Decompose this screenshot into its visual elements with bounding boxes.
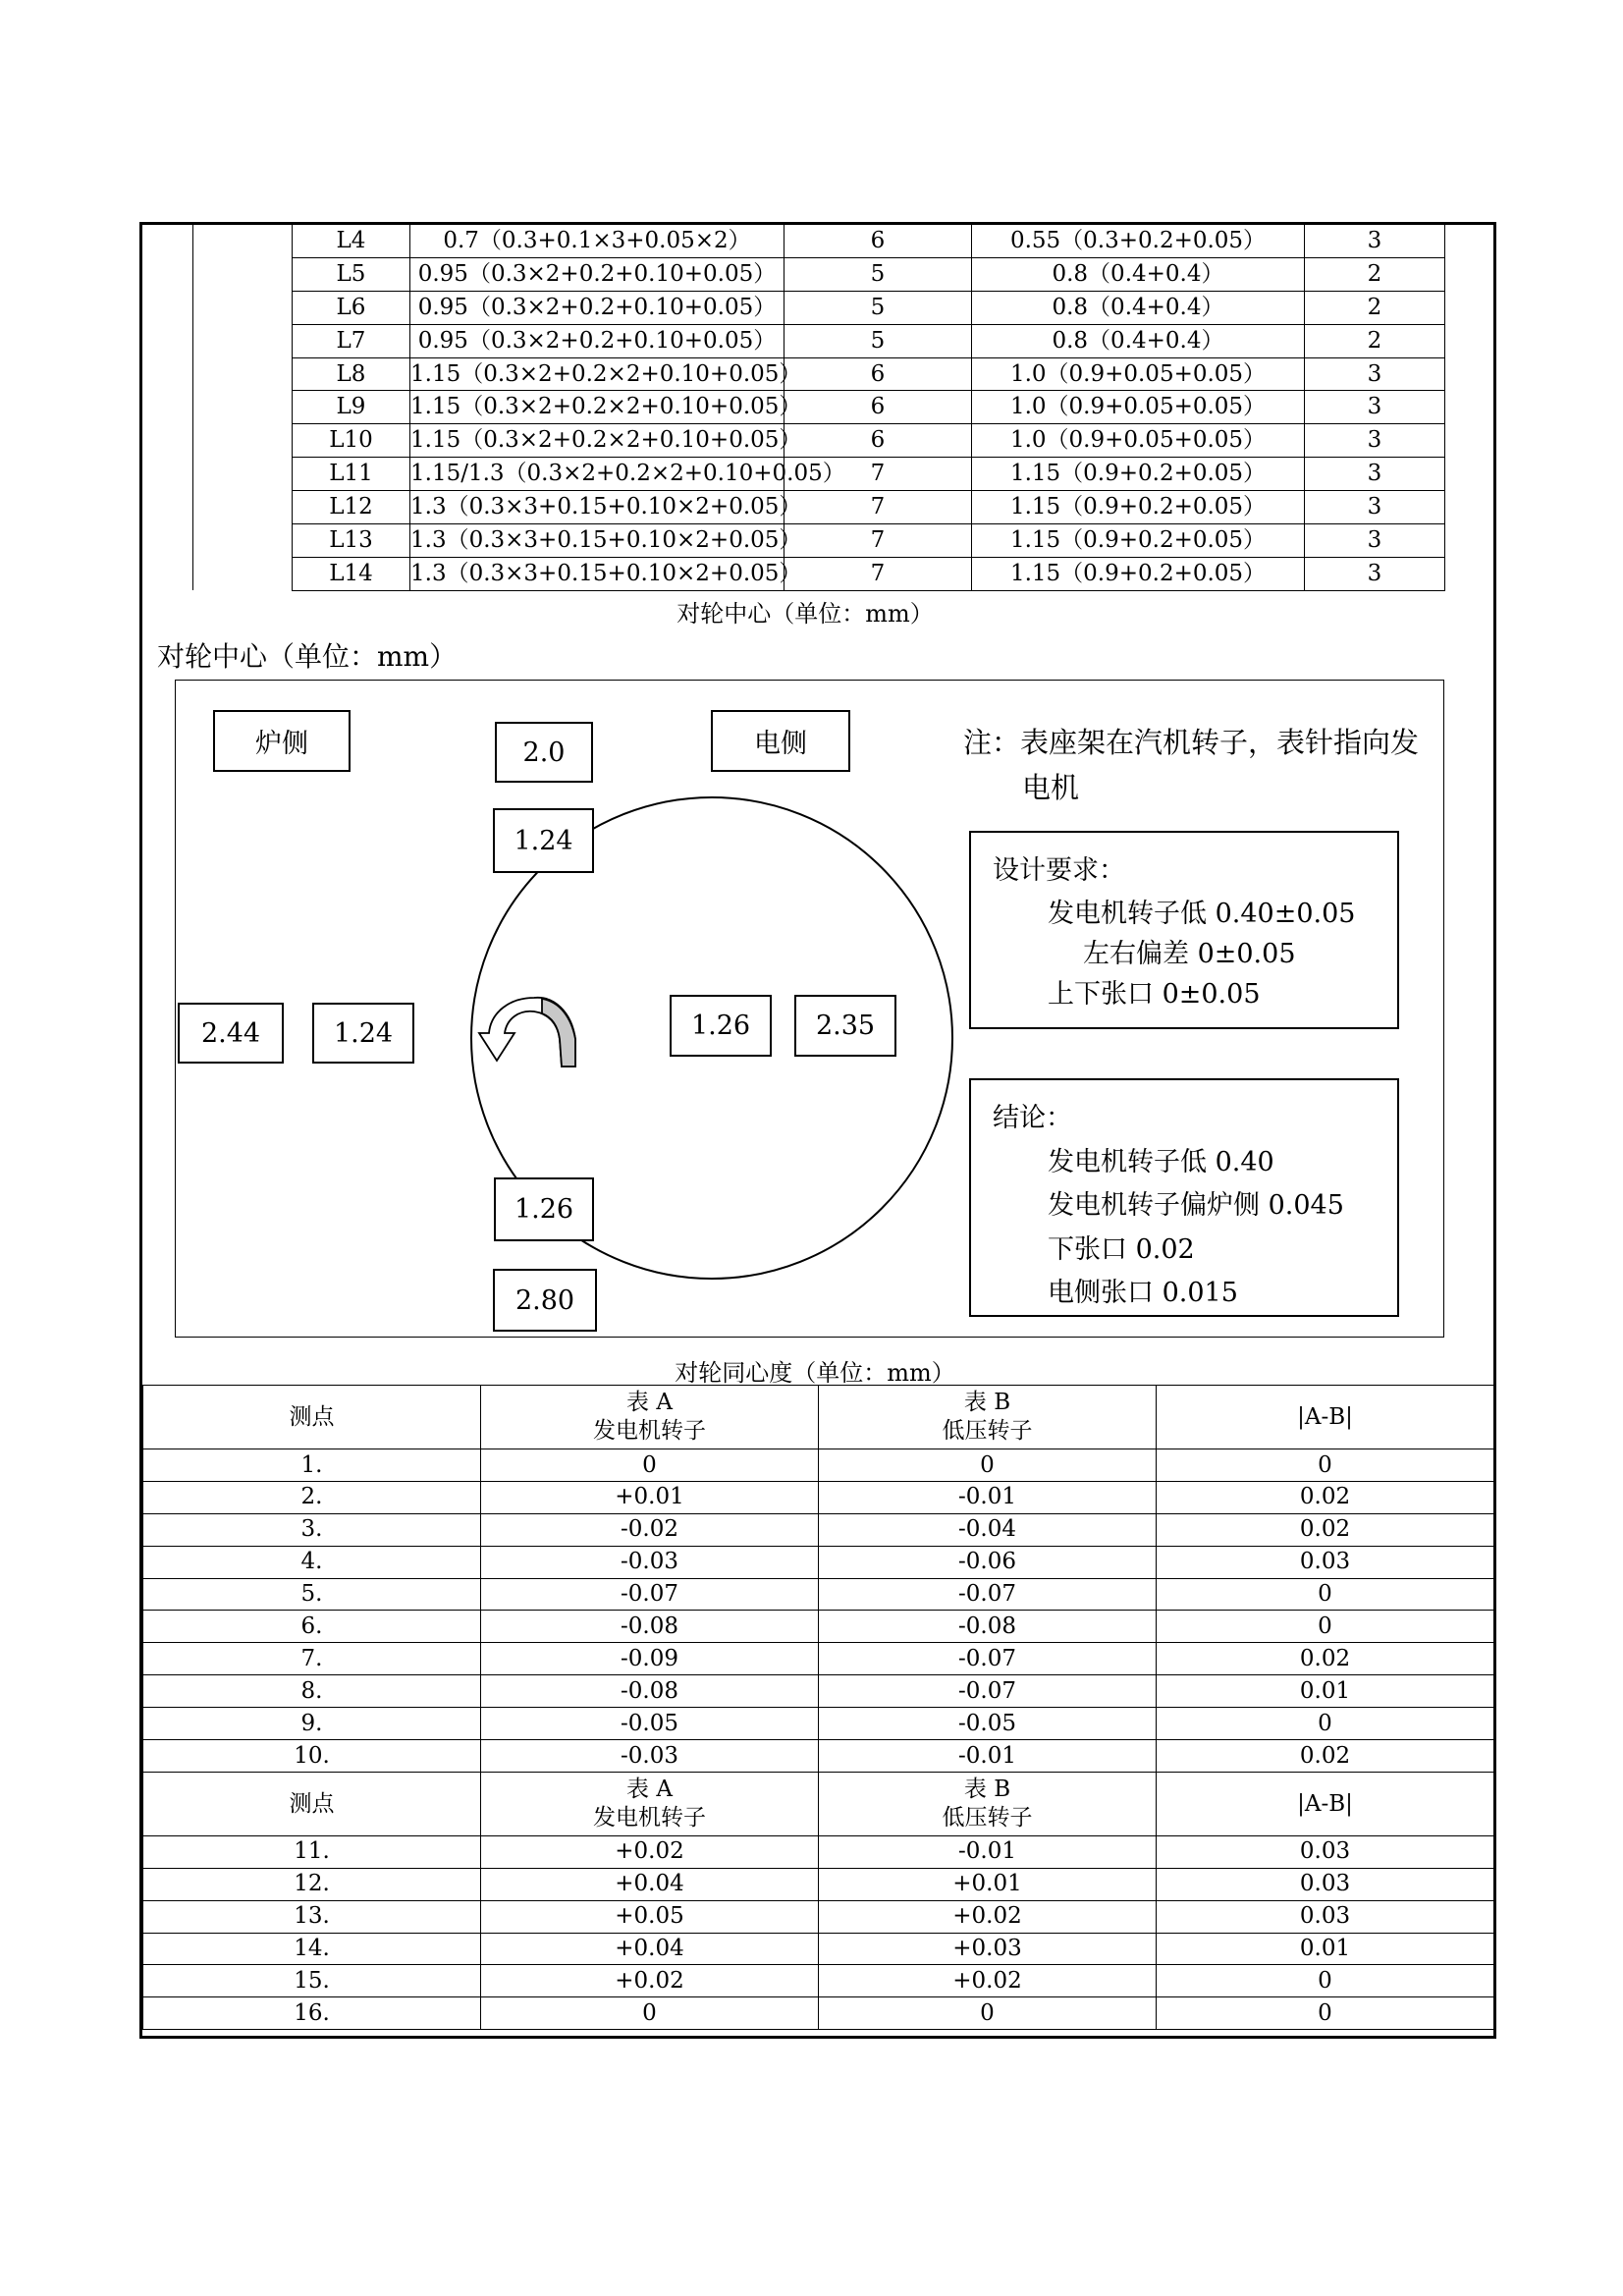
table-gutter-cell <box>193 257 293 291</box>
gauge-b-cell: -0.04 <box>819 1513 1157 1546</box>
secondary-count-cell: 2 <box>1305 291 1445 324</box>
point-cell: 2. <box>143 1481 481 1513</box>
table-row <box>193 557 1445 590</box>
top-inner-reading: 1.24 <box>493 808 594 873</box>
clearance-formula-cell: 0.95（0.3×2+0.2+0.10+0.05） <box>410 291 784 324</box>
table-row <box>143 1643 1494 1675</box>
diff-cell: 0 <box>1157 1997 1494 2030</box>
point-cell: 13. <box>143 1900 481 1933</box>
table-gutter-cell <box>193 324 293 357</box>
header-col2-line2: 发电机转子 <box>593 1418 706 1444</box>
secondary-count-cell: 3 <box>1305 557 1445 590</box>
clearance-formula-cell: 0.95（0.3×2+0.2+0.10+0.05） <box>410 257 784 291</box>
table-row <box>143 1740 1494 1773</box>
gauge-b-cell: -0.07 <box>819 1643 1157 1675</box>
table-row <box>143 1965 1494 1997</box>
table-header-row <box>143 1386 1494 1449</box>
header-col2-line1: 表 A <box>626 1777 673 1803</box>
segment-id-cell: L4 <box>293 225 410 258</box>
gauge-a-cell: +0.04 <box>481 1868 819 1900</box>
table-gutter-cell <box>193 524 293 558</box>
table-row <box>143 1900 1494 1933</box>
clearance-formula-cell: 1.3（0.3×3+0.15+0.10×2+0.05） <box>410 524 784 558</box>
header-point: 测点 <box>143 1772 481 1835</box>
segment-id-cell: L8 <box>293 357 410 391</box>
boiler-side-label: 炉侧 <box>213 710 351 772</box>
section-title: 对轮中心（单位：mm） <box>157 640 458 673</box>
point-cell: 1. <box>143 1449 481 1482</box>
secondary-formula-cell: 1.0（0.9+0.05+0.05） <box>972 357 1305 391</box>
table-row <box>193 458 1445 491</box>
point-cell: 3. <box>143 1513 481 1546</box>
table-row <box>143 1708 1494 1740</box>
table-row <box>193 391 1445 424</box>
gauge-a-cell: +0.04 <box>481 1933 819 1965</box>
secondary-count-cell: 3 <box>1305 424 1445 458</box>
secondary-count-cell: 3 <box>1305 524 1445 558</box>
conclusion-line-4: 电侧张口 0.015 <box>1048 1278 1238 1308</box>
gauge-b-cell: -0.01 <box>819 1835 1157 1868</box>
clearance-formula-cell: 1.15（0.3×2+0.2×2+0.10+0.05） <box>410 391 784 424</box>
conclusion-title: 结论： <box>993 1103 1072 1133</box>
gauge-b-cell: +0.02 <box>819 1965 1157 1997</box>
diff-cell: 0 <box>1157 1708 1494 1740</box>
clearance-count-cell: 5 <box>784 257 972 291</box>
segment-id-cell: L5 <box>293 257 410 291</box>
header-col3-line1: 表 B <box>963 1390 1011 1416</box>
table-row <box>143 1481 1494 1513</box>
point-cell: 8. <box>143 1675 481 1708</box>
secondary-count-cell: 2 <box>1305 324 1445 357</box>
secondary-formula-cell: 1.15（0.9+0.2+0.05） <box>972 458 1305 491</box>
gauge-a-cell: -0.02 <box>481 1513 819 1546</box>
secondary-formula-cell: 1.15（0.9+0.2+0.05） <box>972 491 1305 524</box>
right-inner-reading: 1.26 <box>670 995 772 1057</box>
design-line-1: 发电机转子低 0.40±0.05 <box>1048 899 1356 929</box>
table-row <box>193 291 1445 324</box>
conclusion-line-1: 发电机转子低 0.40 <box>1048 1147 1274 1177</box>
table-row <box>143 1997 1494 2030</box>
segment-id-cell: L9 <box>293 391 410 424</box>
table-row <box>193 424 1445 458</box>
diff-cell: 0.02 <box>1157 1643 1494 1675</box>
caption-alignment: 对轮中心（单位：mm） <box>676 600 934 628</box>
segment-id-cell: L10 <box>293 424 410 458</box>
table-row <box>193 324 1445 357</box>
point-cell: 10. <box>143 1740 481 1773</box>
diff-cell: 0.03 <box>1157 1900 1494 1933</box>
clearance-formula-cell: 0.7（0.3+0.1×3+0.05×2） <box>410 225 784 258</box>
generator-side-label: 电侧 <box>711 710 850 772</box>
table-gutter-cell <box>193 557 293 590</box>
secondary-formula-cell: 1.0（0.9+0.05+0.05） <box>972 424 1305 458</box>
gauge-a-cell: -0.08 <box>481 1611 819 1643</box>
diff-cell: 0.03 <box>1157 1835 1494 1868</box>
header-diff: |A-B| <box>1157 1772 1494 1835</box>
point-cell: 11. <box>143 1835 481 1868</box>
point-cell: 12. <box>143 1868 481 1900</box>
header-gauge-b <box>819 1386 1157 1449</box>
gauge-a-cell: +0.01 <box>481 1481 819 1513</box>
note-line-2: 电机 <box>1022 771 1080 804</box>
point-cell: 6. <box>143 1611 481 1643</box>
clearance-count-cell: 6 <box>784 357 972 391</box>
table-gutter-cell <box>193 225 293 258</box>
header-diff: |A-B| <box>1157 1386 1494 1449</box>
gauge-a-cell: +0.02 <box>481 1835 819 1868</box>
gauge-a-cell: -0.09 <box>481 1643 819 1675</box>
bottom-outer-reading: 2.80 <box>493 1269 597 1332</box>
diff-cell: 0 <box>1157 1578 1494 1611</box>
point-cell: 15. <box>143 1965 481 1997</box>
clearance-count-cell: 6 <box>784 391 972 424</box>
table-row <box>143 1675 1494 1708</box>
header-gauge-b <box>819 1772 1157 1835</box>
secondary-count-cell: 3 <box>1305 458 1445 491</box>
left-outer-reading: 2.44 <box>178 1003 284 1064</box>
clearance-formula-cell: 1.15（0.3×2+0.2×2+0.10+0.05） <box>410 357 784 391</box>
gauge-b-cell: -0.05 <box>819 1708 1157 1740</box>
diff-cell: 0.02 <box>1157 1740 1494 1773</box>
table-row <box>143 1868 1494 1900</box>
table-row <box>193 257 1445 291</box>
secondary-count-cell: 3 <box>1305 391 1445 424</box>
secondary-formula-cell: 1.15（0.9+0.2+0.05） <box>972 524 1305 558</box>
clearance-count-cell: 6 <box>784 424 972 458</box>
table-gutter-cell <box>193 458 293 491</box>
point-cell: 4. <box>143 1546 481 1578</box>
design-line-2: 左右偏差 0±0.05 <box>1083 939 1296 969</box>
table-gutter-cell <box>193 291 293 324</box>
right-outer-reading: 2.35 <box>794 995 896 1057</box>
clearance-count-cell: 5 <box>784 324 972 357</box>
gauge-b-cell: -0.06 <box>819 1546 1157 1578</box>
header-col2-line1: 表 A <box>626 1390 673 1416</box>
gauge-a-cell: -0.07 <box>481 1578 819 1611</box>
alignment-diagram <box>175 680 1444 1338</box>
point-cell: 9. <box>143 1708 481 1740</box>
gauge-a-cell: 0 <box>481 1449 819 1482</box>
caption-concentricity: 对轮同心度（单位：mm） <box>675 1359 955 1387</box>
gauge-a-cell: +0.05 <box>481 1900 819 1933</box>
note-line-1: 注：表座架在汽机转子，表针指向发 <box>963 726 1420 759</box>
gauge-b-cell: +0.02 <box>819 1900 1157 1933</box>
gauge-b-cell: -0.08 <box>819 1611 1157 1643</box>
left-inner-reading: 1.24 <box>312 1003 414 1064</box>
clearance-formula-cell: 1.15/1.3（0.3×2+0.2×2+0.10+0.05） <box>410 458 784 491</box>
segment-id-cell: L12 <box>293 491 410 524</box>
point-cell: 14. <box>143 1933 481 1965</box>
secondary-formula-cell: 0.8（0.4+0.4） <box>972 257 1305 291</box>
rotation-arrow-icon <box>475 990 583 1068</box>
secondary-formula-cell: 0.8（0.4+0.4） <box>972 291 1305 324</box>
clearance-count-cell: 7 <box>784 491 972 524</box>
clearance-formula-cell: 0.95（0.3×2+0.2+0.10+0.05） <box>410 324 784 357</box>
gauge-b-cell: 0 <box>819 1997 1157 2030</box>
table-row <box>143 1611 1494 1643</box>
gauge-b-cell: -0.01 <box>819 1481 1157 1513</box>
top-outer-reading: 2.0 <box>495 722 593 783</box>
bottom-inner-reading: 1.26 <box>494 1177 594 1241</box>
point-cell: 16. <box>143 1997 481 2030</box>
table-gutter-cell <box>193 357 293 391</box>
clearance-count-cell: 7 <box>784 557 972 590</box>
table-row <box>193 491 1445 524</box>
table-header-row <box>143 1772 1494 1835</box>
clearance-formula-cell: 1.15（0.3×2+0.2×2+0.10+0.05） <box>410 424 784 458</box>
gauge-a-cell: -0.03 <box>481 1546 819 1578</box>
gauge-a-cell: +0.02 <box>481 1965 819 1997</box>
conclusion-line-3: 下张口 0.02 <box>1048 1234 1195 1265</box>
gauge-b-cell: -0.07 <box>819 1578 1157 1611</box>
header-col2-line2: 发电机转子 <box>593 1804 706 1831</box>
clearance-table <box>192 224 1445 591</box>
secondary-formula-cell: 1.0（0.9+0.05+0.05） <box>972 391 1305 424</box>
gauge-a-cell: -0.05 <box>481 1708 819 1740</box>
table-row <box>143 1835 1494 1868</box>
design-requirements-panel <box>969 831 1399 1029</box>
diff-cell: 0 <box>1157 1611 1494 1643</box>
point-cell: 7. <box>143 1643 481 1675</box>
gauge-b-cell: -0.01 <box>819 1740 1157 1773</box>
clearance-count-cell: 7 <box>784 524 972 558</box>
clearance-count-cell: 7 <box>784 458 972 491</box>
diff-cell: 0 <box>1157 1449 1494 1482</box>
point-cell: 5. <box>143 1578 481 1611</box>
table-row <box>143 1933 1494 1965</box>
header-point: 测点 <box>143 1386 481 1449</box>
table-gutter-cell <box>193 491 293 524</box>
secondary-formula-cell: 1.15（0.9+0.2+0.05） <box>972 557 1305 590</box>
secondary-formula-cell: 0.55（0.3+0.2+0.05） <box>972 225 1305 258</box>
table-row <box>193 524 1445 558</box>
gauge-b-cell: -0.07 <box>819 1675 1157 1708</box>
diff-cell: 0.01 <box>1157 1933 1494 1965</box>
diff-cell: 0.02 <box>1157 1513 1494 1546</box>
table-row <box>143 1546 1494 1578</box>
gauge-b-cell: +0.03 <box>819 1933 1157 1965</box>
gauge-b-cell: 0 <box>819 1449 1157 1482</box>
secondary-count-cell: 3 <box>1305 357 1445 391</box>
mounting-note <box>963 720 1434 810</box>
segment-id-cell: L13 <box>293 524 410 558</box>
diff-cell: 0 <box>1157 1965 1494 1997</box>
conclusion-panel <box>969 1078 1399 1317</box>
table-gutter-cell <box>193 391 293 424</box>
clearance-count-cell: 6 <box>784 225 972 258</box>
clearance-formula-cell: 1.3（0.3×3+0.15+0.10×2+0.05） <box>410 491 784 524</box>
header-gauge-a <box>481 1386 819 1449</box>
segment-id-cell: L6 <box>293 291 410 324</box>
diff-cell: 0.03 <box>1157 1546 1494 1578</box>
concentricity-table <box>142 1385 1494 2030</box>
diff-cell: 0.01 <box>1157 1675 1494 1708</box>
secondary-count-cell: 2 <box>1305 257 1445 291</box>
secondary-formula-cell: 0.8（0.4+0.4） <box>972 324 1305 357</box>
clearance-count-cell: 5 <box>784 291 972 324</box>
table-row <box>193 357 1445 391</box>
header-col3-line1: 表 B <box>963 1777 1011 1803</box>
segment-id-cell: L14 <box>293 557 410 590</box>
gauge-a-cell: 0 <box>481 1997 819 2030</box>
gauge-a-cell: -0.03 <box>481 1740 819 1773</box>
header-col3-line2: 低压转子 <box>942 1418 1033 1444</box>
segment-id-cell: L11 <box>293 458 410 491</box>
segment-id-cell: L7 <box>293 324 410 357</box>
gauge-a-cell: -0.08 <box>481 1675 819 1708</box>
table-row <box>143 1578 1494 1611</box>
secondary-count-cell: 3 <box>1305 225 1445 258</box>
gauge-b-cell: +0.01 <box>819 1868 1157 1900</box>
conclusion-line-2: 发电机转子偏炉侧 0.045 <box>1048 1190 1344 1221</box>
table-row <box>143 1513 1494 1546</box>
diff-cell: 0.03 <box>1157 1868 1494 1900</box>
header-col3-line2: 低压转子 <box>942 1804 1033 1831</box>
header-gauge-a <box>481 1772 819 1835</box>
table-row <box>143 1449 1494 1482</box>
diff-cell: 0.02 <box>1157 1481 1494 1513</box>
secondary-count-cell: 3 <box>1305 491 1445 524</box>
design-line-3: 上下张口 0±0.05 <box>1048 979 1261 1010</box>
table-row <box>193 225 1445 258</box>
clearance-formula-cell: 1.3（0.3×3+0.15+0.10×2+0.05） <box>410 557 784 590</box>
table-gutter-cell <box>193 424 293 458</box>
design-title: 设计要求： <box>993 855 1125 886</box>
